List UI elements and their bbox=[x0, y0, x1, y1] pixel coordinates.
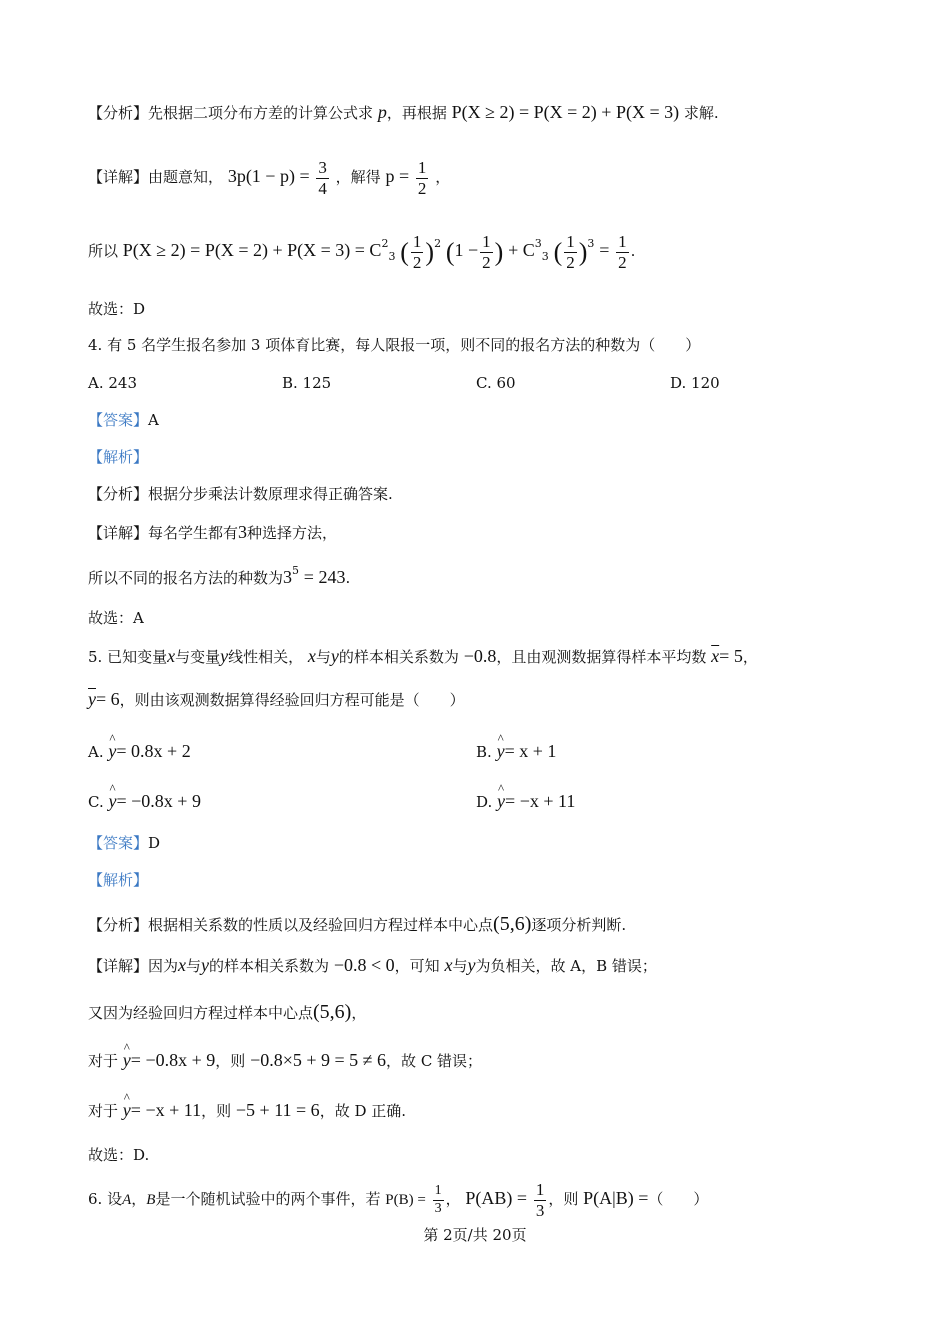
math-formula: P(X ≥ 2) = P(X = 2) + P(X = 3) bbox=[451, 102, 680, 122]
text: 根据相关系数的性质以及经验回归方程过样本中心点 bbox=[148, 916, 494, 934]
text: ，可知 bbox=[394, 957, 440, 975]
q4-detail bbox=[88, 522, 337, 544]
fraction bbox=[480, 232, 493, 272]
frac-den: 2 bbox=[412, 252, 422, 272]
text: 先根据二项分布方差的计算公式求 bbox=[148, 104, 374, 122]
frac-num: 1 bbox=[417, 158, 427, 177]
math-xbar: $\overline{x}$ bbox=[711, 646, 720, 666]
label-analysis: 【分析】 bbox=[88, 485, 149, 503]
q4-analysis bbox=[88, 485, 393, 503]
math-A: A bbox=[122, 1192, 132, 1209]
text: （ ） bbox=[648, 1190, 709, 1209]
page-footer: 第 2页/共 20页 bbox=[423, 1226, 527, 1244]
paren: ( bbox=[400, 237, 409, 267]
math-B: B bbox=[146, 1192, 156, 1209]
text: . bbox=[345, 569, 351, 587]
math: = bbox=[599, 240, 610, 261]
frac-num: 1 bbox=[535, 1180, 545, 1199]
math: P(B) = bbox=[385, 1192, 426, 1209]
math: + C bbox=[508, 240, 535, 261]
frac-den: 2 bbox=[618, 252, 627, 272]
frac-num: 1 bbox=[433, 1183, 444, 1200]
text: ， bbox=[131, 1190, 147, 1209]
math: 1 − bbox=[454, 240, 479, 261]
option-label: A. bbox=[88, 743, 104, 761]
math: 3 bbox=[238, 522, 248, 542]
q4-choice: 故选：A bbox=[88, 609, 144, 627]
q5-option-b bbox=[476, 741, 556, 762]
math: (5,6) bbox=[313, 1001, 352, 1023]
q5-stem-line2 bbox=[88, 689, 465, 711]
math: = −x + 11 bbox=[130, 1100, 202, 1120]
q5-stem-line1 bbox=[88, 646, 758, 668]
label-detail: 【详解】 bbox=[88, 524, 149, 542]
fraction bbox=[564, 232, 577, 272]
math: P(AB) = bbox=[465, 1188, 528, 1209]
q5-option-a bbox=[88, 741, 191, 762]
math-yhat: ^ y bbox=[123, 1050, 131, 1072]
q3-detail bbox=[88, 158, 450, 198]
math: = 243 bbox=[303, 567, 346, 587]
paren: ) bbox=[494, 237, 504, 267]
math: P(A|B) = bbox=[583, 1188, 649, 1209]
sup: 5 bbox=[292, 564, 300, 577]
q5-line2 bbox=[88, 1000, 366, 1024]
label-detail: 【详解】 bbox=[88, 957, 149, 975]
frac-den: 2 bbox=[482, 252, 491, 272]
sup: 2 bbox=[434, 237, 442, 251]
fraction bbox=[411, 232, 424, 272]
option-eq: = 0.8x + 2 bbox=[116, 741, 191, 761]
text: ，故 C 错误； bbox=[386, 1052, 483, 1070]
text: ， bbox=[742, 648, 758, 666]
q4-option-c: C. 60 bbox=[476, 374, 516, 392]
math-eq: p = bbox=[385, 166, 410, 187]
sup: 3 bbox=[534, 237, 542, 251]
frac-num: 3 bbox=[318, 158, 327, 177]
option-eq: = −x + 11 bbox=[505, 791, 576, 811]
frac-den: 2 bbox=[566, 252, 575, 272]
text: 对于 bbox=[88, 1052, 119, 1070]
fraction bbox=[416, 158, 429, 198]
frac-num: 1 bbox=[618, 232, 627, 251]
math: = −0.8x + 9 bbox=[130, 1050, 216, 1070]
text: ，再根据 bbox=[386, 104, 447, 122]
option-eq: = −0.8x + 9 bbox=[116, 791, 201, 811]
text: ，则 bbox=[201, 1102, 232, 1120]
math-y: y bbox=[330, 646, 339, 666]
text: 逐项分析判断. bbox=[531, 916, 627, 934]
answer-value: D bbox=[148, 834, 161, 852]
frac-num: 1 bbox=[482, 232, 491, 251]
fraction bbox=[616, 232, 629, 272]
q4-option-d: D. 120 bbox=[670, 374, 720, 392]
q3-choice: 故选：D bbox=[88, 300, 146, 318]
math: = 5 bbox=[719, 646, 743, 666]
text: 求解. bbox=[683, 104, 719, 122]
fraction bbox=[534, 1180, 547, 1220]
math-y: y bbox=[467, 955, 476, 975]
option-label: D. bbox=[476, 793, 493, 811]
math: = 6 bbox=[96, 689, 120, 709]
fraction bbox=[433, 1183, 444, 1216]
option-eq: = x + 1 bbox=[504, 741, 557, 761]
frac-den: 3 bbox=[434, 1200, 442, 1216]
sup: 2 bbox=[381, 237, 389, 251]
text: ，则 bbox=[548, 1190, 579, 1209]
label-answer: 【答案】 bbox=[88, 411, 149, 429]
text: 又因为经验回归方程过样本中心点 bbox=[88, 1004, 314, 1022]
math-ybar: $\overline{y}$ bbox=[88, 689, 96, 709]
paren: ( bbox=[553, 237, 563, 267]
math-eq: 3p(1 − p) = bbox=[227, 166, 310, 187]
math-y: y bbox=[220, 646, 229, 666]
text: ，则由该观测数据算得经验回归方程可能是（ ） bbox=[119, 691, 465, 709]
paren: ( bbox=[445, 237, 455, 267]
text: 所以 bbox=[88, 242, 119, 261]
q5-option-c bbox=[88, 791, 201, 812]
text: ，解得 bbox=[335, 168, 381, 187]
q4-answer bbox=[88, 411, 159, 429]
q4-option-b: B. 125 bbox=[282, 374, 332, 392]
binom-c3 bbox=[534, 237, 549, 264]
q5-answer bbox=[88, 834, 160, 852]
q5-choice: 故选：D. bbox=[88, 1146, 150, 1164]
text: 5. 已知变量 bbox=[88, 648, 168, 666]
paren: ) bbox=[425, 237, 435, 267]
math: 3 bbox=[283, 567, 293, 587]
math-yhat: ^ y bbox=[108, 741, 116, 762]
text: 与变量 bbox=[175, 648, 221, 666]
frac-den: 2 bbox=[417, 178, 427, 198]
q5-line3 bbox=[88, 1050, 482, 1072]
answer-value: A bbox=[148, 411, 159, 429]
fraction bbox=[316, 158, 329, 198]
text: 所以不同的报名方法的种数为 bbox=[88, 569, 284, 587]
text: ， bbox=[435, 168, 451, 187]
math-y: y bbox=[201, 955, 210, 975]
frac-num: 1 bbox=[566, 232, 575, 251]
sup: 3 bbox=[587, 237, 595, 251]
text: 因为 bbox=[148, 957, 179, 975]
text: 与 bbox=[186, 957, 202, 975]
text: ，故 D 正确. bbox=[319, 1102, 407, 1120]
text: 每名学生都有 bbox=[148, 524, 239, 542]
math: −0.8×5 + 9 = 5 ≠ 6 bbox=[250, 1050, 387, 1070]
q3-so bbox=[88, 232, 635, 272]
text: ，则 bbox=[215, 1052, 246, 1070]
text: 线性相关， bbox=[228, 648, 304, 666]
text: 的样本相关系数为 bbox=[338, 648, 459, 666]
q4-jiexi: 【解析】 bbox=[88, 448, 149, 466]
text: 是一个随机试验中的两个事件，若 bbox=[155, 1190, 381, 1209]
frac-den: 3 bbox=[535, 1200, 545, 1220]
math-yhat: ^ y bbox=[497, 791, 505, 812]
math: −5 + 11 = 6 bbox=[235, 1100, 320, 1120]
q5-option-d bbox=[476, 791, 575, 812]
sub: 3 bbox=[541, 250, 549, 264]
q4-so bbox=[88, 564, 350, 589]
math-yhat: ^ y bbox=[109, 791, 117, 812]
frac-num: 1 bbox=[412, 232, 422, 251]
math-x: x bbox=[307, 646, 316, 666]
math-x: x bbox=[167, 646, 176, 666]
q3-analysis bbox=[88, 102, 719, 124]
text: ， bbox=[445, 1190, 461, 1209]
text: 根据分步乘法计数原理求得正确答案. bbox=[148, 485, 393, 503]
q5-analysis bbox=[88, 912, 626, 936]
q5-detail bbox=[88, 955, 657, 977]
math-yhat: ^ y bbox=[123, 1100, 131, 1122]
paren: ) bbox=[578, 237, 588, 267]
binom-c2 bbox=[381, 237, 396, 264]
text: 与 bbox=[315, 648, 331, 666]
q4-option-a: A. 243 bbox=[88, 374, 137, 392]
q5-line4 bbox=[88, 1100, 406, 1122]
q6-stem bbox=[88, 1180, 708, 1220]
text: 对于 bbox=[88, 1102, 119, 1120]
math: −0.8 < 0 bbox=[333, 955, 395, 975]
math-x: x bbox=[178, 955, 187, 975]
text: ，且由观测数据算得样本平均数 bbox=[496, 648, 707, 666]
math-formula: P(X ≥ 2) = P(X = 2) + P(X = 3) = C bbox=[122, 240, 382, 261]
label-analysis: 【分析】 bbox=[88, 916, 149, 934]
text: 与 bbox=[452, 957, 468, 975]
math-x: x bbox=[444, 955, 453, 975]
label-detail: 【详解】 bbox=[88, 168, 149, 187]
option-label: B. bbox=[476, 743, 492, 761]
text: 的样本相关系数为 bbox=[209, 957, 330, 975]
option-label: C. bbox=[88, 793, 104, 811]
q5-jiexi: 【解析】 bbox=[88, 871, 149, 889]
label-analysis: 【分析】 bbox=[88, 104, 149, 122]
q4-stem: 4. 有 5 名学生报名参加 3 项体育比赛，每人限报一项，则不同的报名方法的种数为（ ） bbox=[88, 336, 701, 354]
math: (5,6) bbox=[493, 913, 532, 935]
math-p: p bbox=[377, 102, 387, 122]
sub: 3 bbox=[388, 250, 396, 264]
label-answer: 【答案】 bbox=[88, 834, 149, 852]
text: 为负相关，故 A，B 错误； bbox=[475, 957, 657, 975]
text: ， bbox=[351, 1004, 367, 1022]
text: . bbox=[630, 242, 636, 261]
text: 6. 设 bbox=[88, 1190, 123, 1209]
frac-den: 4 bbox=[318, 178, 327, 198]
math: −0.8 bbox=[463, 646, 497, 666]
text: 由题意知， bbox=[148, 168, 224, 187]
text: 种选择方法， bbox=[247, 524, 338, 542]
math-yhat: ^ y bbox=[497, 741, 505, 762]
